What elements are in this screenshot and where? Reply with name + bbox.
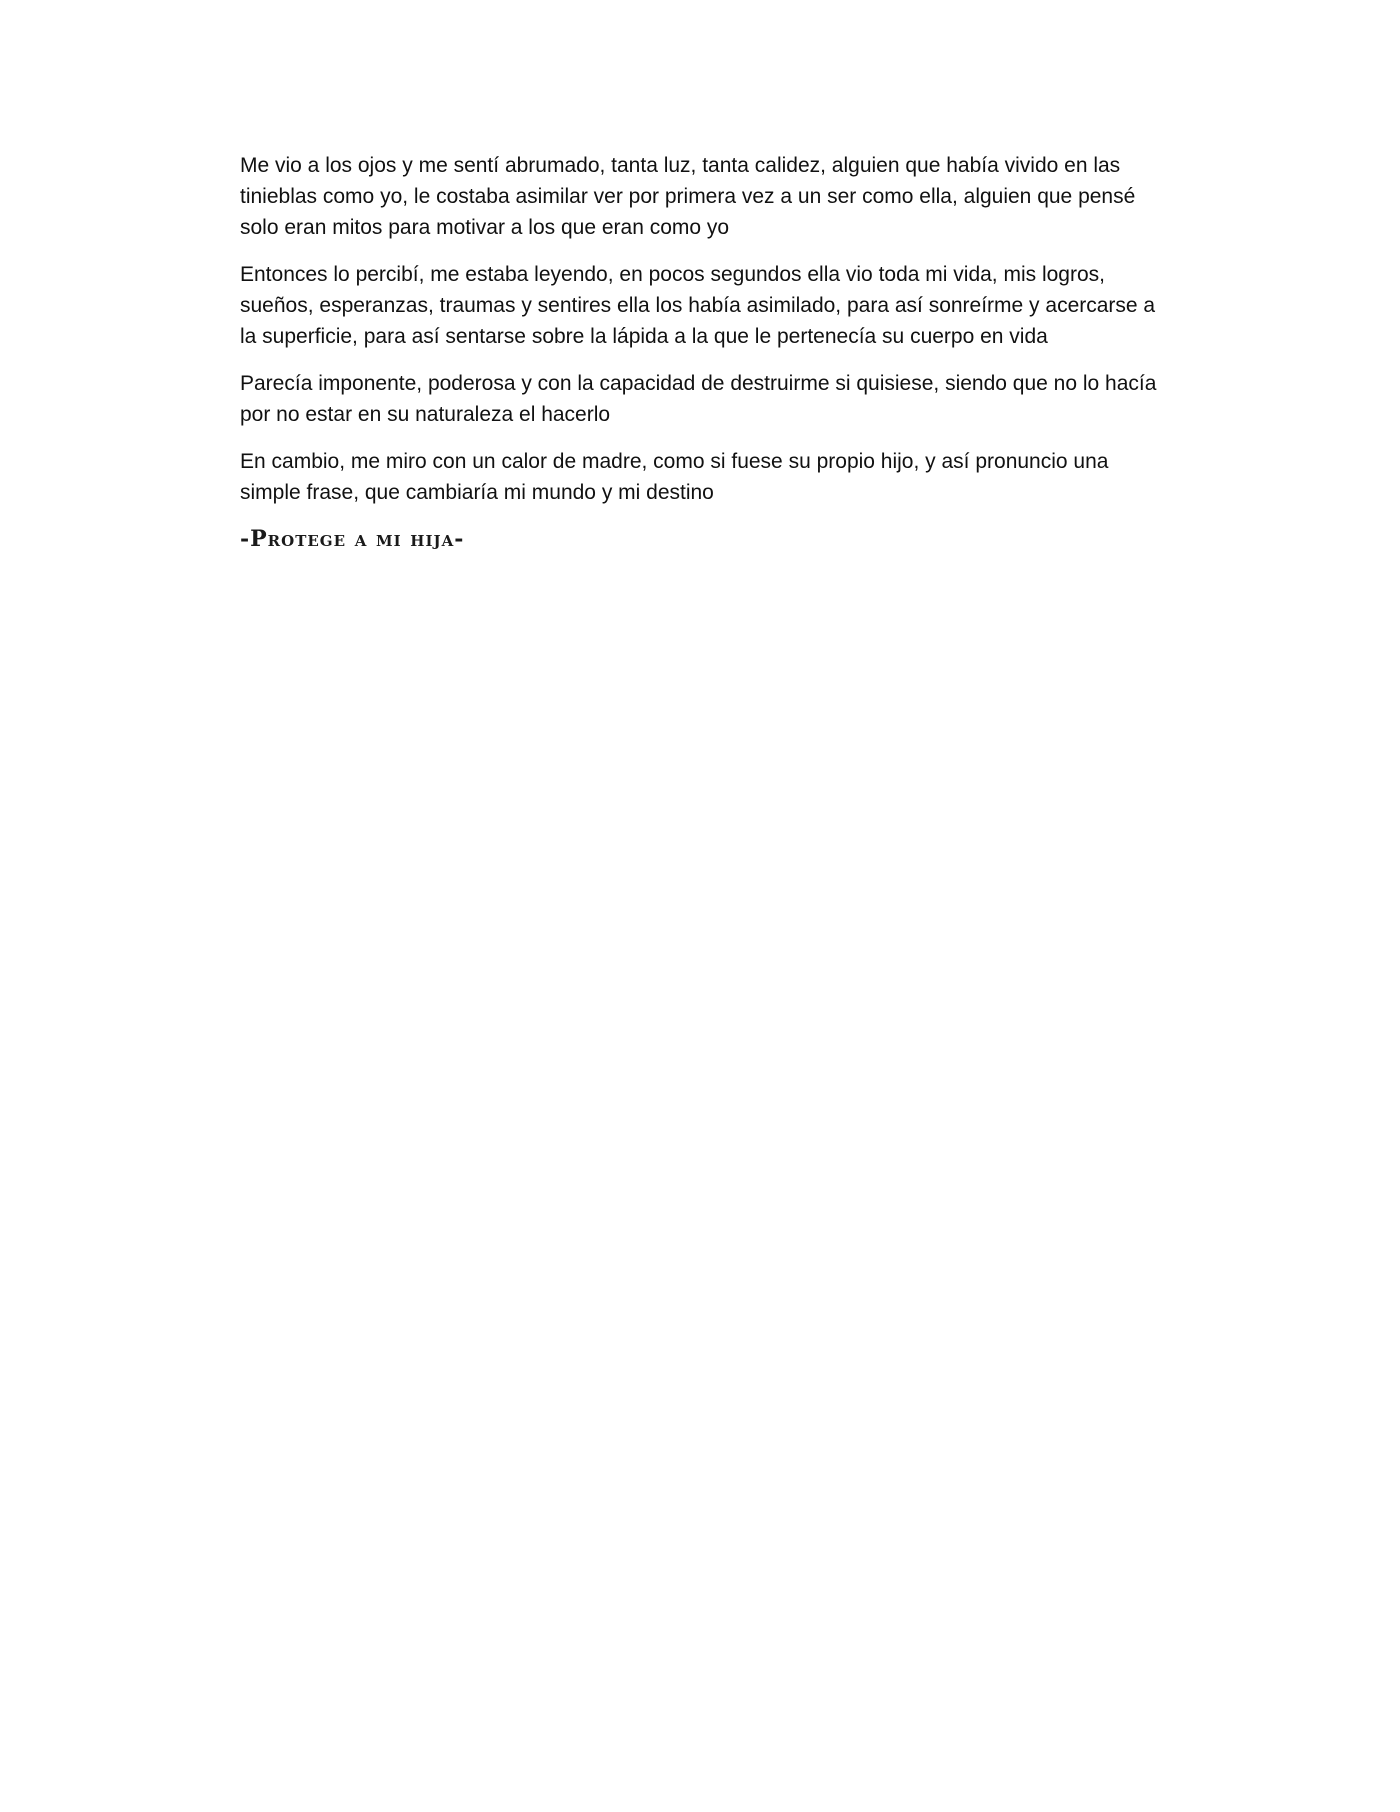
paragraph-2: Entonces lo percibí, me estaba leyendo, en pocos segundos ella vio toda mi vida, mis logros, sueños, esperanzas, traumas y sentires ella los había asimilado, para así sonreírme y acercarse a la superficie, para así sentarse sobre la lápida a la que le pertenecía su cuerpo en vida [240, 263, 1156, 348]
closing-quote: -Protege a mi hija- [240, 526, 465, 552]
paragraph-1: Me vio a los ojos y me sentí abrumado, tanta luz, tanta calidez, alguien que había vivido en las tinieblas como yo, le costaba asimilar ver por primera vez a un ser como ella, alguien que pensé solo eran mitos para motivar a los que eran como yo [240, 154, 1136, 239]
document-body [240, 150, 1160, 571]
paragraph-3: Parecía imponente, poderosa y con la capacidad de destruirme si quisiese, siendo que no lo hacía por no estar en su naturaleza el hacerlo [240, 372, 1157, 426]
paragraph-4: En cambio, me miro con un calor de madre, como si fuese su propio hijo, y así pronuncio una simple frase, que cambiaría mi mundo y mi destino [240, 450, 1109, 504]
